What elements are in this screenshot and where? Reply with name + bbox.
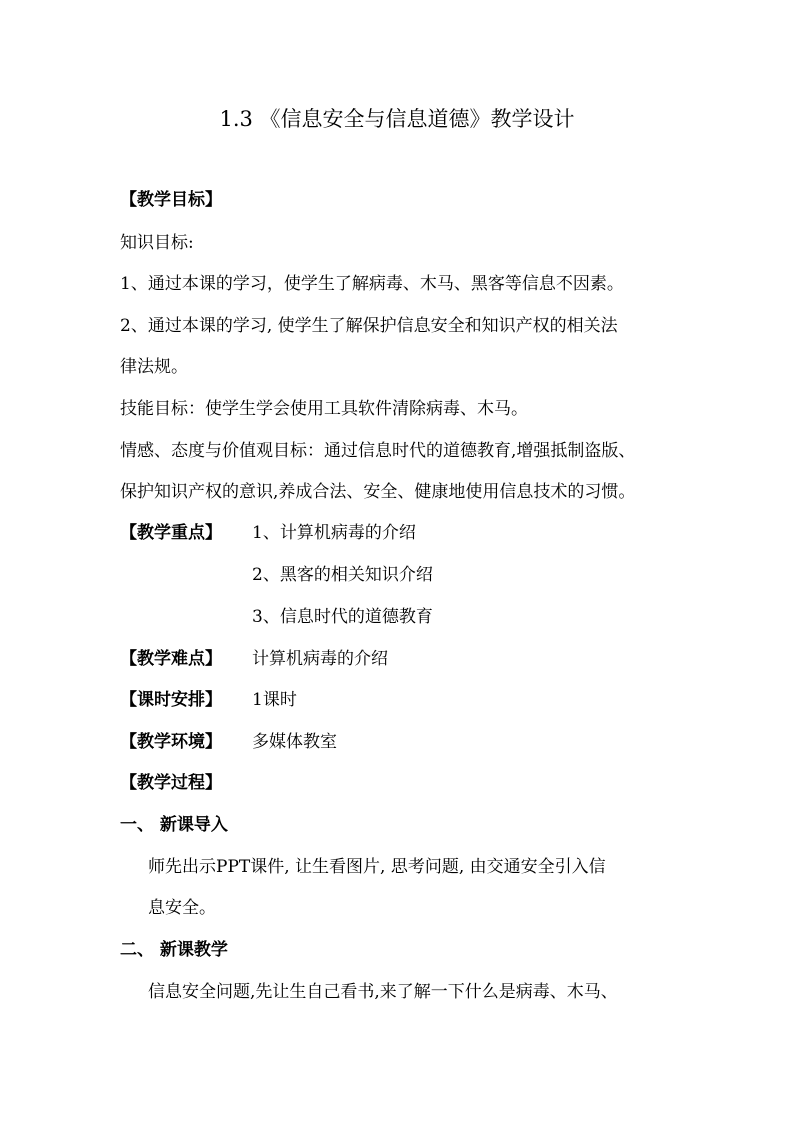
section-2-heading: 二、 新课教学 [120, 940, 228, 960]
key-point-item-3: 3、信息时代的道德教育 [252, 607, 433, 627]
section-1-paragraph-line-1: 师先出示PPT课件, 让生看图片, 思考问题, 由交通安全引入信 [148, 857, 606, 877]
knowledge-objective-label: 知识目标: [120, 233, 194, 253]
schedule-value: 1课时 [252, 690, 297, 710]
emotion-objective-line-2: 保护知识产权的意识,养成合法、安全、健康地使用信息技术的习惯。 [120, 482, 636, 502]
knowledge-objective-item-2-line-1: 2、通过本课的学习, 使学生了解保护信息安全和知识产权的相关法 [120, 316, 618, 336]
section-1-heading: 一、 新课导入 [120, 815, 228, 835]
section-2-paragraph-line-1: 信息安全问题,先让生自己看书,来了解一下什么是病毒、木马、 [148, 982, 618, 1002]
key-point-item-2: 2、黑客的相关知识介绍 [252, 565, 433, 585]
objectives-heading: 【教学目标】 [120, 190, 222, 210]
process-heading: 【教学过程】 [120, 773, 222, 793]
knowledge-objective-item-2-line-2: 律法规。 [120, 357, 188, 377]
schedule-heading: 【课时安排】 [120, 690, 222, 710]
emotion-objective-line-1: 情感、态度与价值观目标：通过信息时代的道德教育,增强抵制盗版、 [120, 441, 636, 461]
document-title: 1.3 《信息安全与信息道德》教学设计 [219, 107, 575, 131]
difficulty-heading: 【教学难点】 [120, 649, 222, 669]
section-1-paragraph-line-2: 息安全。 [148, 898, 216, 918]
knowledge-objective-item-1: 1、通过本课的学习，使学生了解病毒、木马、黑客等信息不因素。 [120, 274, 624, 294]
environment-heading: 【教学环境】 [120, 732, 222, 752]
difficulty-value: 计算机病毒的介绍 [252, 649, 388, 669]
key-point-item-1: 1、计算机病毒的介绍 [252, 523, 416, 543]
key-points-heading: 【教学重点】 [120, 523, 222, 543]
environment-value: 多媒体教室 [252, 732, 337, 752]
skill-objective: 技能目标：使学生学会使用工具软件清除病毒、木马。 [120, 399, 528, 419]
